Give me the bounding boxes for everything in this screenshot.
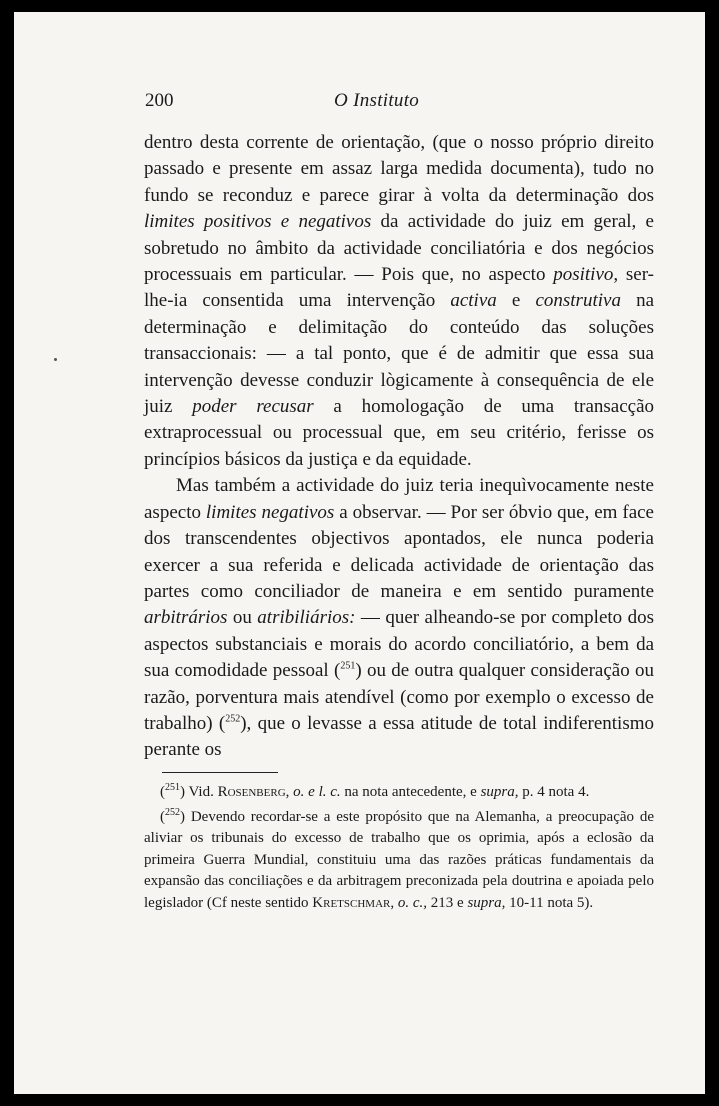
fn251-text-2: na nota antecedente, e — [340, 784, 481, 800]
p1-text-4: e — [496, 290, 536, 312]
paragraph-2 — [144, 473, 654, 763]
fn252-italic-1: o. c., — [394, 894, 428, 911]
fn252-italic-2: supra, — [467, 894, 506, 911]
footnote-251 — [144, 782, 654, 804]
p2-italic-1: limites negativos — [205, 501, 335, 523]
book-page — [14, 12, 705, 1094]
fn251-open: ( — [160, 784, 165, 800]
p1-italic-1: limites positivos e negativos — [144, 211, 372, 233]
fn251-number: 251 — [165, 782, 180, 793]
page-header — [14, 90, 705, 120]
footnote-ref-252: 252 — [225, 713, 241, 725]
p2-italic-3: atribiliários: — [257, 607, 356, 629]
page-number: 200 — [145, 90, 174, 111]
p2-text-1: Mas também a actividade do juiz teria inequìvocamente neste aspecto — [144, 475, 654, 523]
p2-italic-2: arbitrários — [144, 607, 228, 629]
fn251-italic-1: o. e l. c. — [289, 784, 341, 800]
p1-italic-4: construtiva — [535, 290, 621, 312]
p2-text-3: ou — [227, 607, 258, 629]
footnote-rule — [162, 772, 278, 773]
p1-text-2: da actividade do juiz em geral, e sobretudo no âmbito da actividade conciliatória e dos negócios processuais em particular. — Pois que, no aspecto — [144, 211, 654, 286]
fn251-author: Rosenberg, — [217, 784, 290, 800]
p2-text-6: ), que o levasse a essa atitude de total indiferentismo perante os — [144, 712, 654, 761]
fn252-text-2: 213 e — [427, 894, 468, 911]
p1-text-6: a homologação de uma transacção extraprocessual ou processual que, em seu critério, ferisse os princípios básicos da justiça e da equidade. — [144, 396, 655, 470]
fn252-number: 252 — [165, 806, 180, 818]
p1-text-3: ser-lhe-ia consentida uma intervenção — [144, 264, 654, 312]
fn252-text-3: 10-11 nota 5). — [505, 894, 594, 911]
fn252-author: Kretschmar, — [312, 894, 395, 911]
p1-text-1: dentro desta corrente de orientação, (que o nosso próprio direito passado e presente em assaz larga medida documenta), tudo no fundo se reconduz e parece girar à volta da determinação dos — [144, 132, 654, 206]
fn251-close: ) — [180, 784, 185, 800]
main-text — [144, 130, 654, 764]
p1-text-5: na determinação e delimitação do conteúdo das soluções transaccionais: — a tal ponto, que é de admitir que essa sua intervenção devesse conduzir lògicamente à consequência de ele juiz — [144, 290, 655, 418]
footnotes — [144, 782, 654, 914]
scan-speck — [54, 358, 57, 361]
footnote-ref-251: 251 — [340, 660, 356, 672]
fn251-text-3: p. 4 nota 4. — [518, 784, 590, 800]
p2-text-4: — quer alheando-se por completo dos aspectos substanciais e morais do acordo conciliatório, a bem da sua comodidade pessoal ( — [144, 607, 655, 682]
running-title: O Instituto — [334, 90, 420, 111]
p1-italic-3: activa — [450, 290, 497, 312]
fn252-close: ) — [180, 808, 185, 825]
fn251-italic-2: supra, — [480, 784, 519, 800]
p1-italic-2: positivo, — [553, 264, 619, 286]
fn252-open: ( — [160, 808, 165, 825]
paragraph-1 — [144, 130, 654, 473]
fn252-text-1: Devendo recordar-se a este propósito que na Alemanha, a preocupação de aliviar os tribunais do excesso de trabalho que os oprimia, após a eclosão da primeira Guerra Mundial, constituiu uma das razões práticas fundamentais da expansão das conciliações e da arbitragem preconizada pela doutrina e apoiada pelo legislador (Cf neste sentido — [144, 808, 654, 911]
footnote-252 — [144, 807, 654, 915]
fn251-text-1: Vid. — [185, 784, 218, 800]
p1-italic-5: poder recusar — [192, 396, 314, 418]
p2-text-2: a observar. — Por ser óbvio que, em face dos transcendentes objectivos apontados, ele nunca poderia exercer a sua referida e delicada actividade de orientação das partes como conciliador de maneira e em sentido puramente — [144, 501, 654, 602]
p2-text-5: ) ou de outra qualquer consideração ou razão, porventura mais atendível (como por exemplo o excesso de trabalho) ( — [144, 660, 655, 734]
